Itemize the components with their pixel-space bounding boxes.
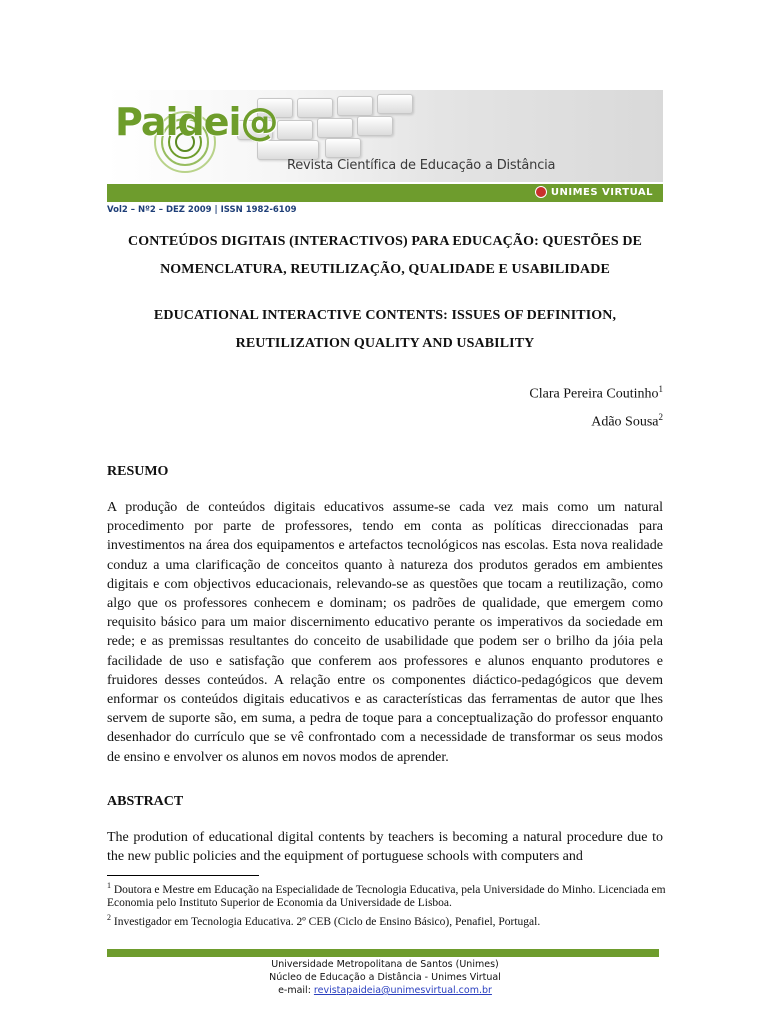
footnote-1 (107, 879, 667, 911)
page-footer (107, 958, 663, 997)
footnote-2 (107, 911, 667, 929)
footer-institution: Universidade Metropolitana de Santos (Unimes) (271, 959, 499, 970)
abstract-paragraph: The prodution of educational digital contents by teachers is becoming a natural procedure due to the new public policies and the equipment of portuguese schools with computers and (107, 830, 663, 865)
journal-name: Revista Científica de Educação a Distância (287, 158, 556, 173)
header-green-bar (107, 184, 663, 202)
resumo-heading: RESUMO (107, 464, 169, 479)
keyboard-key-decoration (377, 94, 413, 114)
keyboard-key-decoration (317, 118, 353, 138)
keyboard-key-decoration (297, 98, 333, 118)
footnote-ref[interactable]: 1 (658, 384, 663, 394)
footer-department: Núcleo de Educação a Distância - Unimes Virtual (269, 972, 501, 983)
article-title-portuguese: CONTEÚDOS DIGITAIS (INTERACTIVOS) PARA EDUCAÇÃO: QUESTÕES DE NOMENCLATURA, REUTILIZAÇÃO, QUALIDADE E USABILIDADE (128, 234, 642, 277)
footnote-number: 2 (107, 912, 111, 922)
footer-green-bar (107, 949, 659, 957)
footer-contact (107, 984, 663, 997)
journal-logo: Paidei@ (115, 100, 278, 144)
footnotes (107, 879, 667, 929)
keyboard-key-decoration (325, 138, 361, 158)
issue-info: Vol2 – Nº2 – DEZ 2009 | ISSN 1982-6109 (107, 205, 297, 215)
brand-text: UNIMES VIRTUAL (550, 186, 653, 198)
resumo-paragraph: A produção de conteúdos digitais educativos assume-se cada vez mais como um natural procedimento por parte de professores, tendo em conta as políticas direccionadas para investimentos na área dos equipamentos e artefactos tecnológicos nas escolas. Esta nova realidade conduz a uma clarificação de conceitos quanto à natureza dos produtos gerados em ambientes digitais e com objectivos educacionais, relevando-se as questões que tocam a reutilização, como algo que os professores conhecem e dominam; os padrões de qualidade, que emergem como requisito básico para um maior discernimento educativo perante os imperativos da sociedade em rede; e as premissas resultantes do conceito de usabilidade que podem ser o brilho da jóia pela facilidade de uso e satisfação que conferem aos professores e alunos enquanto produtores e fruidores desses conteúdos. A relação entre os componentes diáctico-pedagógicos que devem enformar os conteúdos digitais educativos e as características das ferramentas de autor que lhes servem de suporte são, em suma, a pedra de toque para a conceptualização do professor enquanto desenhador do currículo que se vê confrontado com a necessidade de transformar os seus modos de ensino e envolver os alunos em novos modos de aprender. (107, 500, 663, 765)
footnote-text: Investigador em Tecnologia Educativa. 2º CEB (Ciclo de Ensino Básico), Penafiel, Portugal. (111, 915, 541, 928)
article-title-english: EDUCATIONAL INTERACTIVE CONTENTS: ISSUES OF DEFINITION, REUTILIZATION QUALITY AND USABILITY (153, 308, 617, 351)
unimes-virtual-brand (535, 186, 653, 198)
keyboard-key-decoration (277, 120, 313, 140)
abstract-heading: ABSTRACT (107, 794, 184, 809)
author-2 (591, 412, 663, 431)
footer-email-label: e-mail: (278, 985, 314, 996)
footnote-ref[interactable]: 2 (658, 412, 663, 422)
keyboard-key-decoration (337, 96, 373, 116)
author-name: Adão Sousa (591, 414, 659, 430)
footnote-text: Doutora e Mestre em Educação na Especialidade de Tecnologia Educativa, pela Universidade do Minho. Licenciada em Economia pelo Instituto Superior de Economia da Universidade de Lisboa. (107, 883, 666, 910)
author-1 (529, 384, 663, 403)
author-name: Clara Pereira Coutinho (529, 386, 659, 402)
footnote-divider (107, 875, 259, 876)
keyboard-key-decoration (357, 116, 393, 136)
footer-email-link[interactable]: revistapaideia@unimesvirtual.com.br (313, 985, 492, 996)
unimes-logo-icon (535, 186, 547, 198)
journal-banner (107, 90, 663, 182)
footnote-number: 1 (107, 881, 111, 890)
